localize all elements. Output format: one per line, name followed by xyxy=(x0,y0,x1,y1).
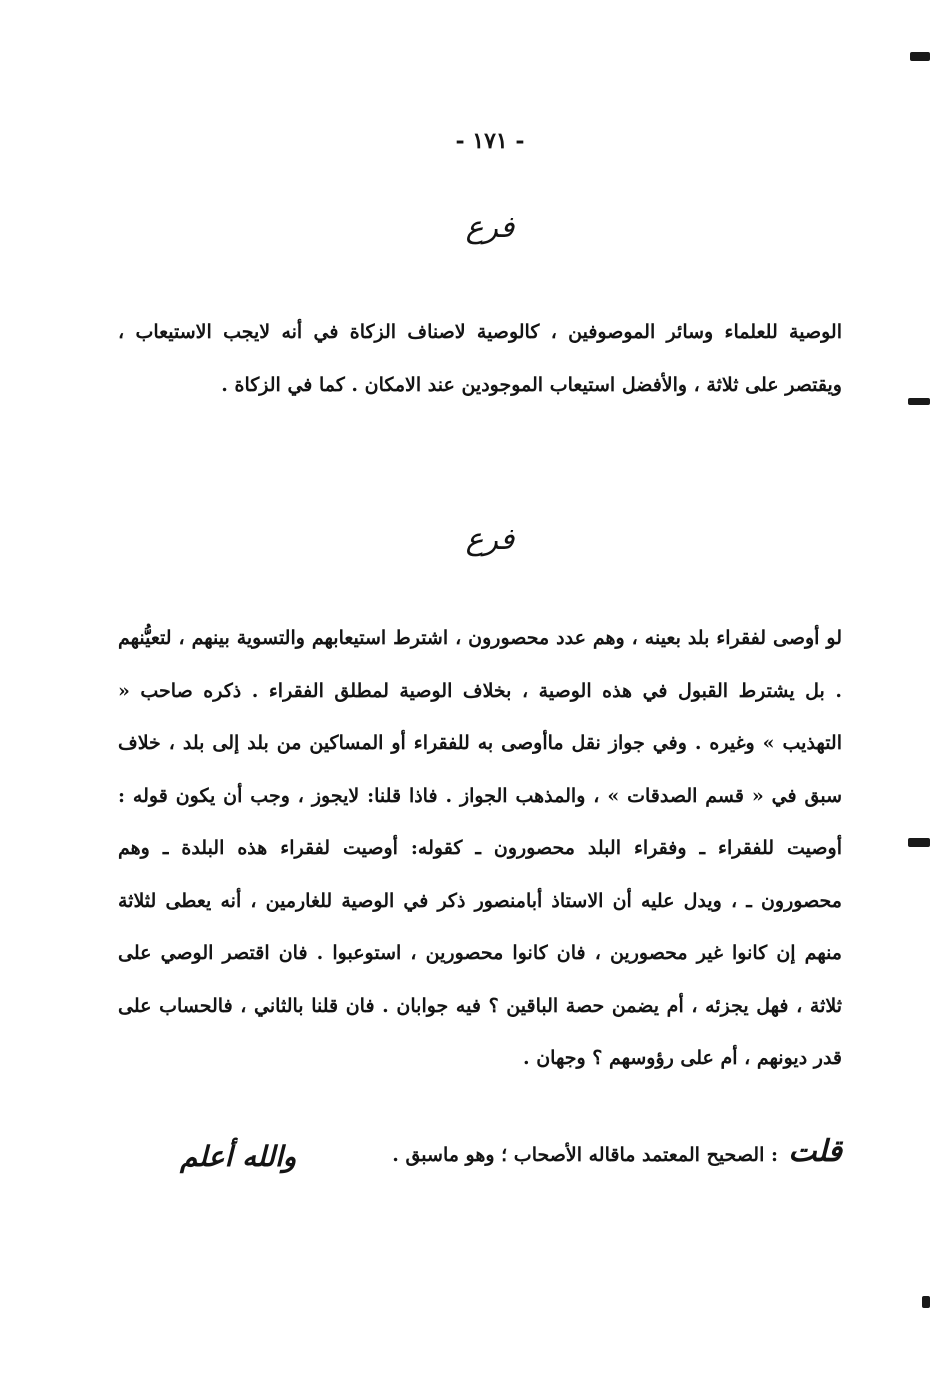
closing-text: : الصحيح المعتمد ماقاله الأصحاب ؛ وهو ماسبق . xyxy=(392,1144,778,1166)
section-body-2: لو أوصى لفقراء بلد بعينه ، وهم عدد محصورون ، اشترط استيعابهم والتسوية بينهم ، لتعيُّنهم . بل يشترط القبول في هذه الوصية ، بخلاف الوصية لمطلق الفقراء . ذكره صاحب « التهذيب » وغيره . وفي جواز نقل ماأوصى به للفقراء أو المساكين من بلد إلى بلد ، خلاف سبق في « قسم الصدقات » ، والمذهب الجواز . فاذا قلنا: لايجوز ، وجب أن يكون قوله : أوصيت للفقراء ـ وفقراء البلد محصورون ـ كقوله: أوصيت لفقراء هذه البلدة ـ وهم محصورون ـ ، ويدل عليه أن الاستاذ أبامنصور ذكر في الوصية للغارمين ، أنه يعطى لثلاثة منهم إن كانوا غير محصورين ، فان كانوا محصورين ، استوعبوا . فان اقتصر الوصي على ثلاثة ، فهل يجزئه ، أم يضمن حصة الباقين ؟ فيه جوابان . فان قلنا بالثاني ، فالحساب على قدر ديونهم ، أم على رؤوسهم ؟ وجهان . xyxy=(118,627,842,1069)
edge-mark-bottom xyxy=(922,1296,930,1308)
page-number: - ١٧١ - xyxy=(455,128,525,154)
edge-mark-upper xyxy=(908,398,930,405)
closing-note xyxy=(118,1134,842,1194)
edge-mark-middle xyxy=(908,838,930,847)
edge-mark-top xyxy=(910,52,930,61)
section-heading-2: فرع xyxy=(465,522,515,557)
closing-label: قلت xyxy=(788,1134,842,1169)
closing-sign: والله أعلم xyxy=(180,1140,297,1173)
section-body-1: الوصية للعلماء وسائر الموصوفين ، كالوصية لاصناف الزكاة في أنه لايجب الاستيعاب ، ويقتصر على ثلاثة ، والأفضل استيعاب الموجودين عند الامكان . كما في الزكاة . xyxy=(118,321,842,396)
section-heading-1: فرع xyxy=(465,210,515,245)
